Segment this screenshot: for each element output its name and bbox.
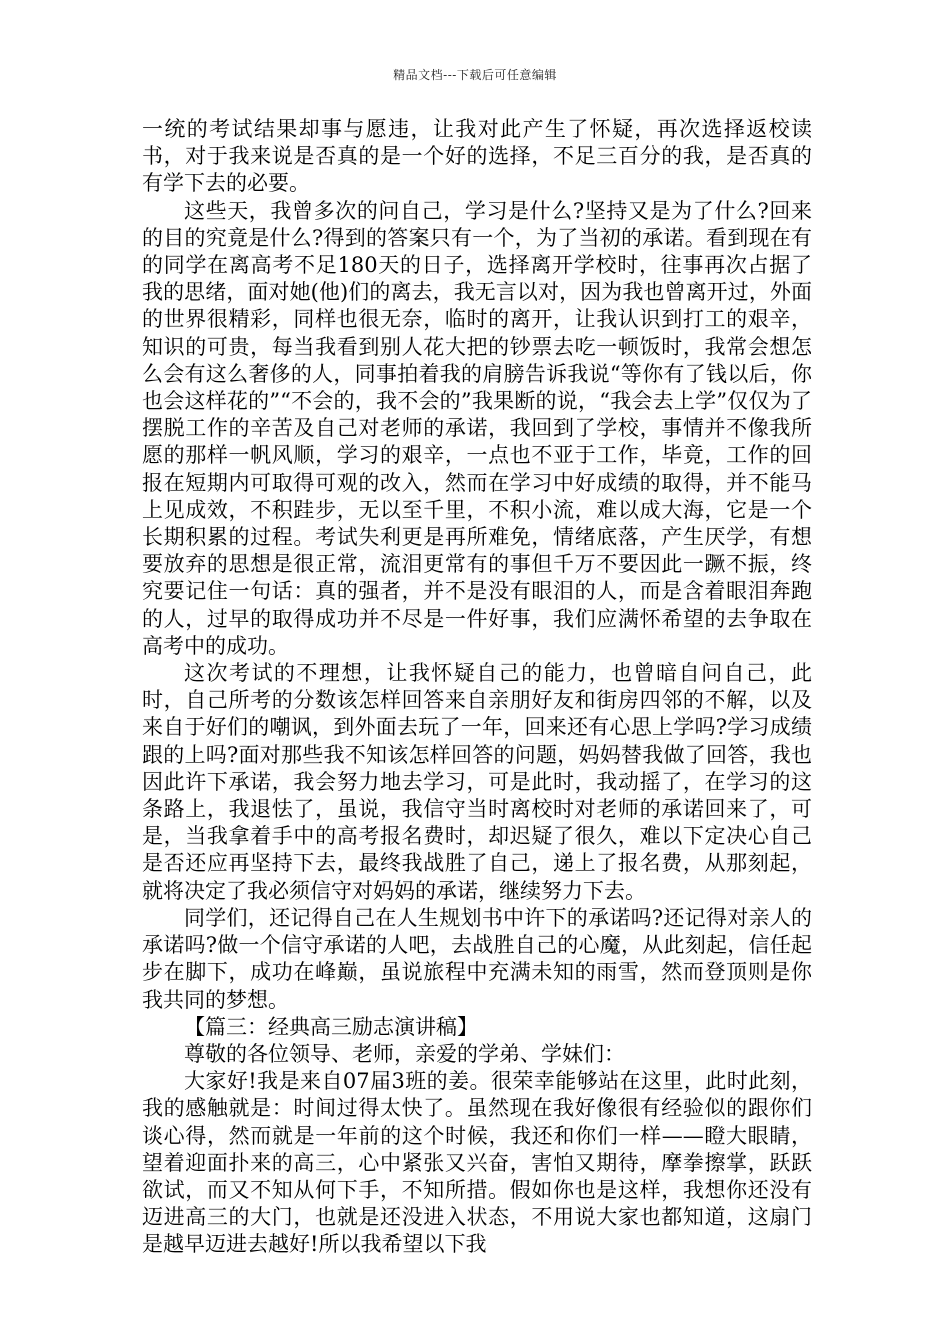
paragraph-3: 这次考试的不理想，让我怀疑自己的能力，也曾暗自问自己，此时，自己所考的分数该怎样回答来自亲朋好友和街房四邻的不解，以及来自于好们的嘲讽，到外面去玩了一年，回来还有心思上学吗?学习成绩跟的上吗?面对那些我不知该怎样回答的问题，妈妈替我做了回答，我也因此许下承诺，我会努力地去学习，可是此时，我动摇了，在学习的这条路上，我退怯了，虽说，我信守当时离校时对老师的承诺回来了，可是，当我拿着手中的高考报名费时，却迟疑了很久，难以下定决心自己是否还应再坚持下去，最终我战胜了自己，递上了报名费，从那刻起，就将决定了我必须信守对妈妈的承诺，继续努力下去。: [142, 661, 812, 903]
paragraph-1: 一统的考试结果却事与愿违，让我对此产生了怀疑，再次选择返校读书，对于我来说是否真的是一个好的选择，不足三百分的我，是否真的有学下去的必要。: [142, 117, 812, 196]
salutation: 尊敬的各位领导、老师，亲爱的学弟、学妹们：: [184, 1041, 625, 1066]
section-heading: 【篇三：经典高三励志演讲稿】: [184, 1014, 478, 1039]
document-body: [142, 116, 812, 1259]
page-header: 精品文档---下载后可任意编辑: [393, 68, 557, 82]
paragraph-4: 同学们，还记得自己在人生规划书中许下的承诺吗?还记得对亲人的承诺吗?做一个信守承诺的人吧，去战胜自己的心魔，从此刻起，信任起步在脚下，成功在峰巅，虽说旅程中充满未知的雨雪，然而登顶则是你我共同的梦想。: [142, 905, 812, 1012]
paragraph-7: 大家好!我是来自07届3班的姜。很荣幸能够站在这里，此时此刻，我的感触就是：时间过得太快了。虽然现在我好像很有经验似的跟你们谈心得，然而就是一年前的这个时候，我还和你们一样——瞪大眼睛，望着迎面扑来的高三，心中紧张又兴奋，害怕又期待，摩拳擦掌，跃跃欲试，而又不知从何下手，不知所措。假如你也是这样，我想你还没有迈进高三的大门，也就是还没进入状态，不用说大家也都知道，这扇门是越早迈进去越好!所以我希望以下我: [142, 1069, 812, 1257]
paragraph-2: 这些天，我曾多次的问自己，学习是什么?坚持又是为了什么?回来的目的究竟是什么?得到的答案只有一个，为了当初的承诺。看到现在有的同学在离高考不足180天的日子，选择离开学校时，往事再次占据了我的思绪，面对她(他)们的离去，我无言以对，因为我也曾离开过，外面的世界很精彩，同样也很无奈，临时的离开，让我认识到打工的艰辛，知识的可贵，每当我看到别人花大把的钞票去吃一顿饭时，我常会想怎么会有这么奢侈的人，同事拍着我的肩膀告诉我说“等你有了钱以后，你也会这样花的”“不会的，我不会的”我果断的说，“我会去上学”仅仅为了摆脱工作的辛苦及自己对老师的承诺，我回到了学校，事情并不像我所愿的那样一帆风顺，学习的艰辛，一点也不亚于工作，毕竟，工作的回报在短期内可取得可观的改入，然而在学习中好成绩的取得，并不能马上见成效，不积跬步，无以至千里，不积小流，难以成大海，它是一个长期积累的过程。考试失利更是再所难免，情绪底落，产生厌学，有想要放弃的思想是很正常，流泪更常有的事但千万不要因此一蹶不振，终究要记住一句话：真的强者，并不是没有眼泪的人，而是含着眼泪奔跑的人，过早的取得成功并不尽是一件好事，我们应满怀希望的去争取在高考中的成功。: [142, 198, 812, 658]
